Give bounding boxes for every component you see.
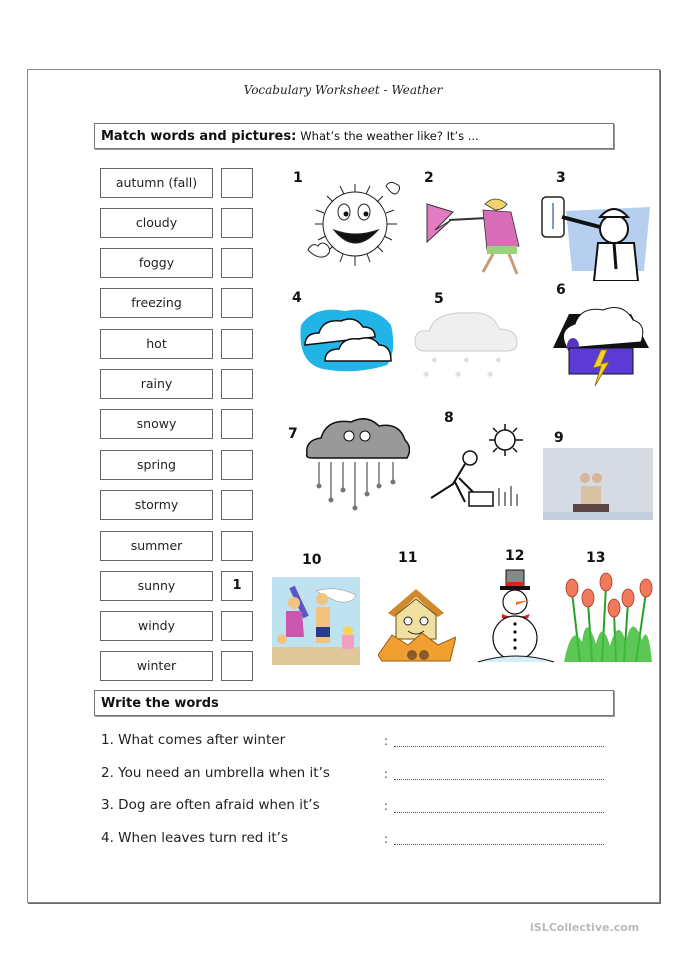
- word-box: summer: [100, 531, 213, 561]
- question-separator: :: [384, 799, 389, 813]
- answer-line[interactable]: [394, 769, 604, 780]
- answer-box[interactable]: [221, 369, 253, 399]
- word-box: freezing: [100, 288, 213, 318]
- rain-cloud-icon: [305, 418, 410, 518]
- word-box: snowy: [100, 409, 213, 439]
- answer-box[interactable]: [221, 531, 253, 561]
- clouds-icon: [295, 305, 395, 373]
- question-text: 3. Dog are often afraid when it’s: [101, 797, 320, 813]
- word-box: autumn (fall): [100, 168, 213, 198]
- answer-line[interactable]: [394, 834, 604, 845]
- picture-number: 11: [398, 550, 418, 566]
- site-watermark: iSLCollective.com: [530, 921, 640, 934]
- picture-number: 13: [586, 550, 606, 566]
- picture-number: 8: [444, 410, 454, 426]
- answer-box[interactable]: [221, 329, 253, 359]
- storm-lightning-icon: [545, 302, 655, 394]
- word-box: stormy: [100, 490, 213, 520]
- word-box: spring: [100, 450, 213, 480]
- picture-number: 6: [556, 282, 566, 298]
- worksheet-title: Vocabulary Worksheet - Weather: [243, 83, 443, 97]
- freezing-man-thermometer-icon: [538, 193, 653, 281]
- word-box: rainy: [100, 369, 213, 399]
- answer-line[interactable]: [394, 736, 604, 747]
- answer-box[interactable]: [221, 611, 253, 641]
- question-separator: :: [384, 832, 389, 846]
- picture-number: 4: [292, 290, 302, 306]
- spring-tulips-icon: [562, 572, 654, 664]
- match-heading: Match words and pictures:: [101, 129, 297, 144]
- question-text: 1. What comes after winter: [101, 732, 286, 748]
- picture-number: 3: [556, 170, 566, 186]
- question-separator: :: [384, 734, 389, 748]
- answer-line[interactable]: [394, 802, 604, 813]
- picture-number: 10: [302, 552, 322, 568]
- word-box: winter: [100, 651, 213, 681]
- answer-box[interactable]: [221, 168, 253, 198]
- picture-number: 1: [293, 170, 303, 186]
- write-section-header: [94, 690, 614, 716]
- word-box: sunny: [100, 571, 213, 601]
- question-separator: :: [384, 767, 389, 781]
- svg-text:*: *: [463, 356, 470, 371]
- picture-number: 2: [424, 170, 434, 186]
- picture-number: 7: [288, 426, 298, 442]
- picture-number: 9: [554, 430, 564, 446]
- answer-box[interactable]: [221, 248, 253, 278]
- word-box: cloudy: [100, 208, 213, 238]
- svg-text:*: *: [495, 356, 502, 371]
- question-text: 2. You need an umbrella when it’s: [101, 765, 330, 781]
- hot-sun-man-icon: [425, 422, 530, 512]
- word-box: foggy: [100, 248, 213, 278]
- svg-text:*: *: [487, 370, 494, 383]
- answer-box[interactable]: [221, 208, 253, 238]
- answer-box[interactable]: [221, 490, 253, 520]
- windy-woman-umbrella-icon: [425, 190, 525, 280]
- answer-box[interactable]: [221, 409, 253, 439]
- answer-box[interactable]: [221, 450, 253, 480]
- write-heading: Write the words: [101, 696, 219, 711]
- match-section-header: [94, 123, 614, 149]
- snow-cloud-icon: [413, 311, 523, 383]
- snowman-icon: [476, 568, 556, 664]
- match-prompt: What’s the weather like? It’s ...: [300, 129, 479, 143]
- smiling-sun-icon: [300, 172, 410, 277]
- word-box: windy: [100, 611, 213, 641]
- svg-text:*: *: [431, 356, 438, 371]
- svg-text:*: *: [423, 370, 430, 383]
- word-box: hot: [100, 329, 213, 359]
- picture-number: 5: [434, 291, 444, 307]
- picture-number: 12: [505, 548, 525, 564]
- answer-box[interactable]: [221, 288, 253, 318]
- question-text: 4. When leaves turn red it’s: [101, 830, 288, 846]
- summer-beach-family-icon: [272, 577, 360, 665]
- answer-box[interactable]: [221, 651, 253, 681]
- answer-box[interactable]: 1: [221, 571, 253, 601]
- svg-text:*: *: [455, 370, 462, 383]
- foggy-boat-icon: [543, 448, 653, 520]
- autumn-leaves-house-icon: [378, 583, 456, 663]
